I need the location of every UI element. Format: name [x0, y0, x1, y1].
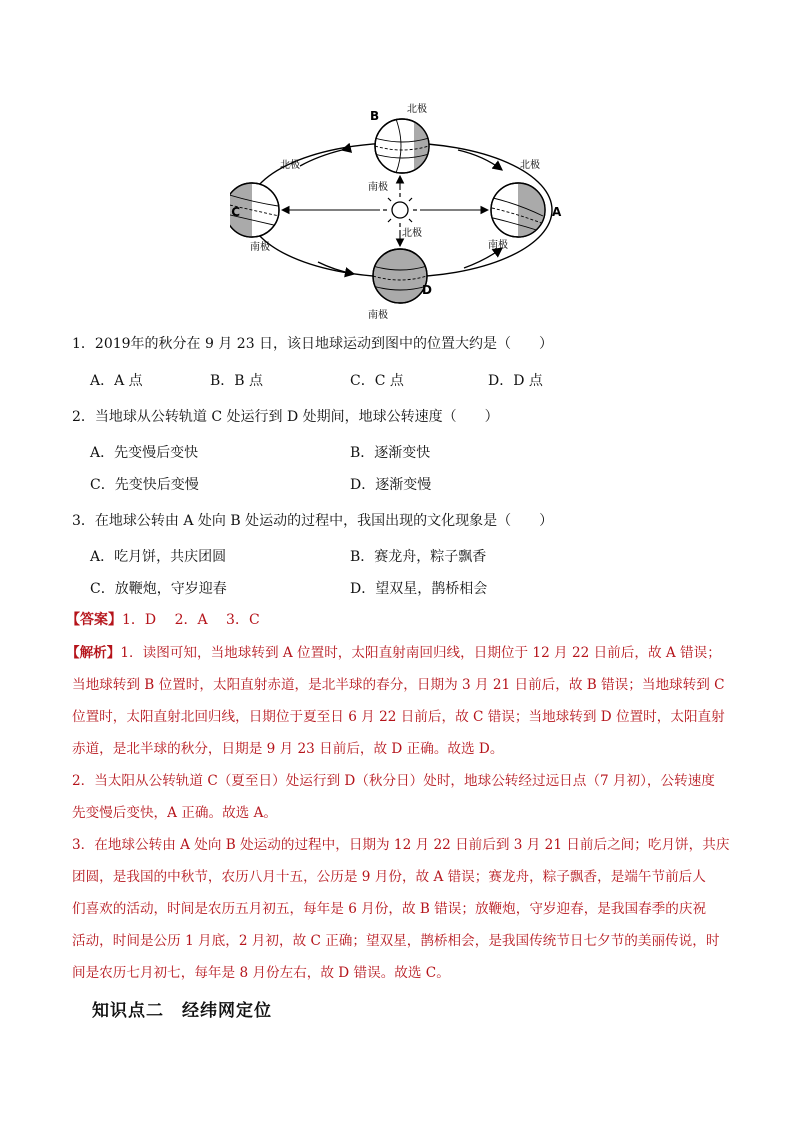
q1-option-c: C．C 点 — [350, 373, 404, 389]
label-B-south-pole: 南极 — [368, 182, 388, 193]
analysis-line-1 — [66, 643, 721, 663]
answer-tag: 【答案】 — [66, 612, 122, 628]
analysis-line-11: 间是农历七月初七，每年是 8 月份左右，故 D 错误。故选 C。 — [72, 965, 450, 981]
earth-orbit-diagram — [230, 98, 570, 323]
analysis-line-2: 当地球转到 B 位置时，太阳直射赤道，是北半球的春分，日期为 3 月 21 日前后，故 B 错误；当地球转到 C — [72, 677, 725, 693]
analysis-line-4: 赤道，是北半球的秋分，日期是 9 月 23 日前后，故 D 正确。故选 D。 — [72, 741, 504, 757]
q3-option-a: A．吃月饼，共庆团圆 — [90, 549, 227, 565]
question-2: 2．当地球从公转轨道 C 处运行到 D 处期间，地球公转速度（ ） — [72, 409, 499, 425]
analysis-tag: 【解析】 — [66, 645, 121, 661]
label-D-north-pole: 北极 — [402, 228, 422, 239]
label-B-north-pole: 北极 — [407, 104, 427, 115]
label-C-north-pole: 北极 — [280, 160, 300, 171]
label-A-north-pole: 北极 — [520, 160, 540, 171]
analysis-line-3: 位置时，太阳直射北回归线，日期位于夏至日 6 月 22 日前后，故 C 错误；当地球转到 D 位置时，太阳直射 — [72, 709, 725, 725]
q2-option-d: D．逐渐变慢 — [350, 477, 432, 493]
q2-option-a: A．先变慢后变快 — [90, 445, 199, 461]
earth-D — [373, 249, 427, 303]
answer-text: 1．D 2．A 3．C — [122, 612, 260, 628]
orbit-arrow-bottom-right — [464, 248, 502, 268]
analysis-text-1: 1．读图可知，当地球转到 A 位置时，太阳直射南回归线，日期位于 12 月 22 日前后，故 A 错误； — [120, 645, 721, 661]
analysis-line-9: 们喜欢的活动，时间是农历五月初五，每年是 6 月份，故 B 错误；放鞭炮，守岁迎春，是我国春季的庆祝 — [72, 901, 707, 917]
analysis-line-8: 团圆，是我国的中秋节，农历八月十五，公历是 9 月份，故 A 错误；赛龙舟，粽子飘香，是端午节前后人 — [72, 869, 706, 885]
sun-icon — [383, 193, 417, 227]
label-C: C — [231, 205, 240, 219]
label-A: A — [552, 205, 562, 219]
earth-A — [491, 182, 548, 238]
q3-option-c: C．放鞭炮，守岁迎春 — [90, 581, 227, 597]
analysis-line-10: 活动，时间是公历 1 月底，2 月初，故 C 正确；望双星，鹊桥相会，是我国传统节日七夕节的美丽传说，时 — [72, 933, 720, 949]
question-1: 1．2019年的秋分在 9 月 23 日，该日地球运动到图中的位置大约是（ ） — [72, 336, 554, 352]
analysis-line-5: 2．当太阳从公转轨道 C（夏至日）处运行到 D（秋分日）处时，地球公转经过远日点（7 月初），公转速度 — [72, 773, 715, 789]
q3-option-b: B．赛龙舟，粽子飘香 — [350, 549, 487, 565]
label-C-south-pole: 南极 — [250, 242, 270, 253]
q3-option-d: D．望双星，鹊桥相会 — [350, 581, 488, 597]
label-D: D — [422, 283, 432, 297]
label-B: B — [370, 109, 380, 123]
q1-option-d: D．D 点 — [488, 373, 543, 389]
q2-option-b: B．逐渐变快 — [350, 445, 431, 461]
label-A-south-pole: 南极 — [488, 240, 508, 251]
analysis-line-7: 3．在地球公转由 A 处向 B 处运动的过程中，日期为 12 月 22 日前后到 3 月 21 日前后之间；吃月饼，共庆 — [72, 837, 730, 853]
q1-option-a: A．A 点 — [90, 373, 143, 389]
answer-line — [66, 610, 260, 630]
label-D-south-pole: 南极 — [368, 310, 388, 321]
earth-B — [375, 116, 434, 176]
question-3: 3．在地球公转由 A 处向 B 处运动的过程中，我国出现的文化现象是（ ） — [72, 513, 554, 529]
analysis-line-6: 先变慢后变快，A 正确。故选 A。 — [72, 805, 277, 821]
q2-option-c: C．先变快后变慢 — [90, 477, 199, 493]
section-heading: 知识点二 经纬网定位 — [92, 1001, 272, 1021]
q1-option-b: B．B 点 — [210, 373, 264, 389]
